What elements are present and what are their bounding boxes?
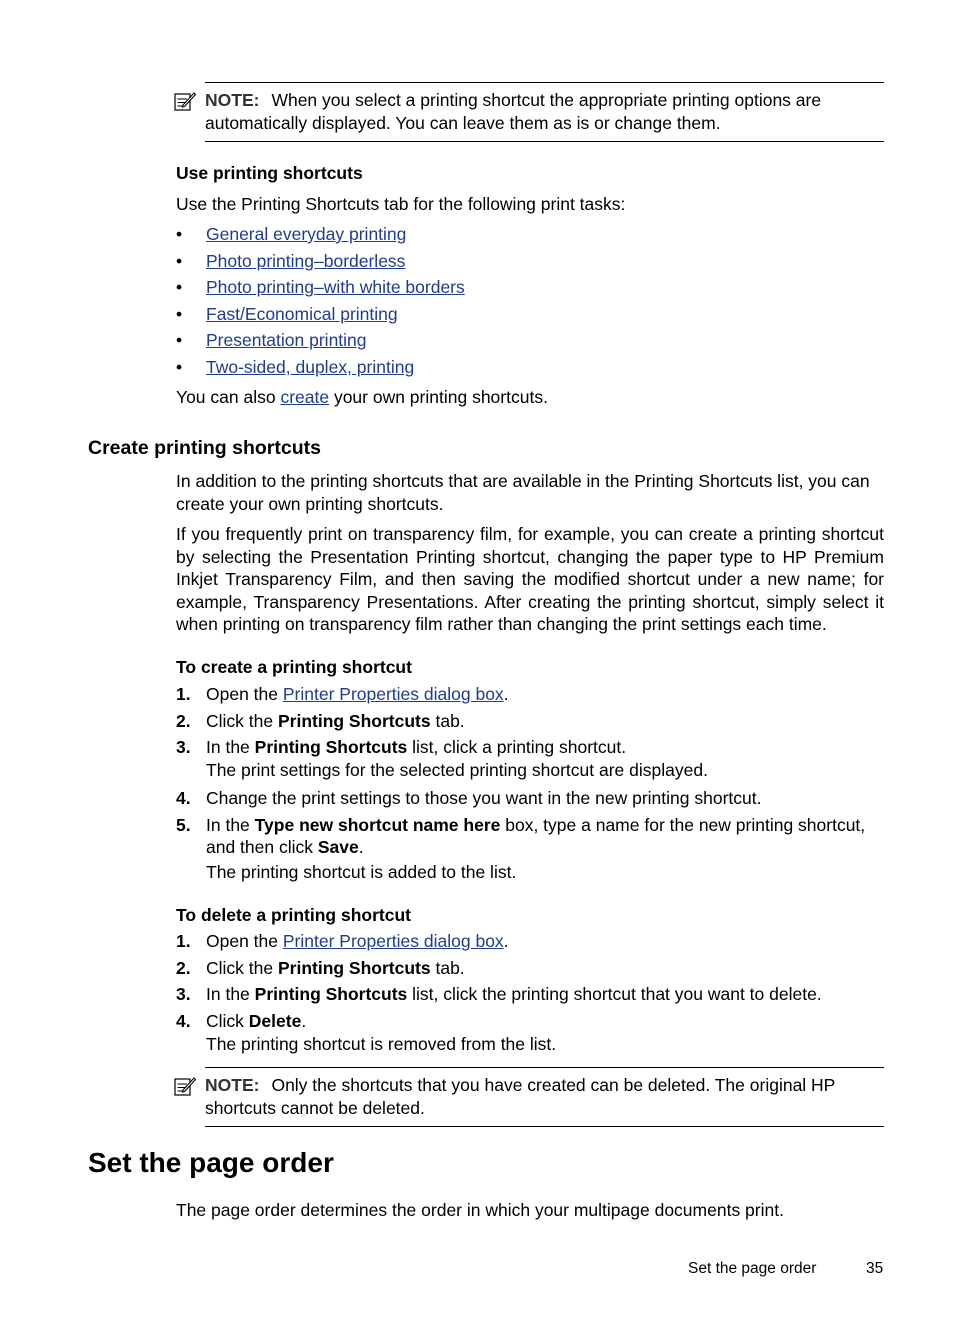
note-label: NOTE: — [205, 90, 260, 110]
bullet: • — [176, 224, 183, 244]
step — [176, 930, 884, 957]
note-icon — [174, 1076, 196, 1096]
ui-term: Save — [317, 837, 359, 858]
step-number: 4. — [176, 788, 191, 809]
ui-term: Printing Shortcuts — [254, 737, 408, 758]
create-steps — [176, 683, 884, 884]
step — [176, 957, 884, 984]
step-text: Open the — [206, 931, 283, 951]
delete-steps — [176, 930, 884, 1056]
link-create[interactable]: create — [280, 387, 330, 407]
step-text: . — [503, 931, 509, 951]
step — [176, 983, 884, 1010]
step-text: . — [301, 1010, 307, 1031]
step-text: box, type a name for the new printing shortcut, and then click — [206, 814, 866, 858]
bullet: • — [176, 303, 183, 324]
link-printer-properties-dialog-box[interactable]: Printer Properties dialog box — [282, 684, 504, 704]
step-text: Click the — [206, 710, 278, 731]
step — [176, 1010, 884, 1056]
list-item — [176, 356, 884, 383]
shortcut-task-list — [176, 223, 884, 383]
create-own-shortcuts-sentence — [176, 386, 884, 409]
ui-term: Printing Shortcuts — [254, 984, 408, 1005]
section-heading-create-shortcuts: Create printing shortcuts — [88, 437, 321, 459]
list-item — [176, 276, 884, 303]
procedure-heading-delete: To delete a printing shortcut — [176, 905, 411, 925]
ui-term: Printing Shortcuts — [277, 957, 431, 978]
link-photo-printing-borderless[interactable]: Photo printing–borderless — [206, 250, 406, 271]
use-shortcuts-intro: Use the Printing Shortcuts tab for the following print tasks: — [176, 194, 626, 214]
step-text: In the — [206, 984, 255, 1005]
ui-term: Printing Shortcuts — [277, 710, 431, 731]
step-text: Click — [206, 1010, 249, 1031]
bullet: • — [176, 356, 183, 377]
step-number: 4. — [176, 1010, 191, 1031]
step-text: Click the — [206, 957, 278, 978]
note-label: NOTE: — [205, 1075, 260, 1095]
note-text-block — [205, 83, 884, 134]
step — [176, 710, 884, 737]
list-item — [176, 329, 884, 356]
note-text: When you select a printing shortcut the appropriate printing options are automatically displayed. You can leave them as is or change them. — [205, 90, 822, 133]
step-number: 2. — [176, 710, 191, 731]
step-text: list, click a printing shortcut. — [407, 737, 627, 758]
step-text: tab. — [430, 957, 465, 978]
sentence-text: You can also — [176, 387, 281, 407]
step — [176, 683, 884, 710]
note-icon — [174, 91, 196, 111]
chapter-heading-page-order: Set the page order — [88, 1147, 334, 1178]
step-number: 3. — [176, 737, 191, 758]
sentence-text: your own printing shortcuts. — [329, 387, 548, 407]
subheading-use-shortcuts: Use printing shortcuts — [176, 163, 363, 183]
step-text: In the — [206, 814, 255, 835]
step-result: The print settings for the selected printing shortcut are displayed. — [206, 759, 708, 780]
note-text: Only the shortcuts that you have created can be deleted. The original HP shortcuts cannot be deleted. — [205, 1075, 836, 1118]
link-printer-properties-dialog-box[interactable]: Printer Properties dialog box — [282, 931, 504, 951]
step-number: 5. — [176, 814, 191, 835]
create-shortcuts-para1: In addition to the printing shortcuts that are available in the Printing Shortcuts list, you can create your own printing shortcuts. — [176, 471, 870, 514]
step-text: . — [503, 684, 509, 704]
note-box — [205, 1067, 884, 1127]
step-result: The printing shortcut is removed from the list. — [206, 1034, 557, 1055]
page-order-text: The page order determines the order in which your multipage documents print. — [176, 1200, 784, 1220]
step-result: The printing shortcut is added to the list. — [206, 861, 517, 882]
note-box — [205, 82, 884, 142]
ui-term: Type new shortcut name here — [254, 814, 501, 835]
step-text: tab. — [430, 710, 465, 731]
step — [176, 736, 884, 787]
step-number: 3. — [176, 984, 191, 1005]
step — [176, 814, 884, 884]
step-text: Open the — [206, 684, 283, 704]
step-number: 1. — [176, 684, 191, 704]
create-shortcuts-para2: If you frequently print on transparency film, for example, you can create a printing shortcut by selecting the Presentation Printing shortcut, changing the paper type to HP Premium Inkjet Transparency Film, and then saving the modified shortcut under a new name; for example, Transparency Presentations. After creating the printing shortcut, simply select it when printing on transparency film rather than changing the print settings each time. — [176, 524, 884, 635]
link-photo-printing-white-borders[interactable]: Photo printing–with white borders — [206, 277, 465, 298]
ui-term: Delete — [248, 1010, 302, 1031]
link-two-sided-duplex-printing[interactable]: Two-sided, duplex, printing — [206, 356, 415, 377]
bullet: • — [176, 330, 183, 351]
step-number: 2. — [176, 957, 191, 978]
list-item — [176, 303, 884, 330]
note-text-block — [205, 1068, 884, 1119]
step-number: 1. — [176, 931, 191, 951]
list-item — [176, 250, 884, 277]
step-text: list, click the printing shortcut that you want to delete. — [407, 984, 822, 1005]
step — [176, 787, 884, 814]
list-item — [176, 223, 884, 250]
step-text: Change the print settings to those you want in the new printing shortcut. — [206, 788, 762, 809]
link-general-everyday-printing[interactable]: General everyday printing — [206, 224, 407, 244]
step-text: In the — [206, 737, 255, 758]
page-number: 35 — [866, 1260, 884, 1277]
step-text: . — [358, 837, 364, 858]
link-fast-economical-printing[interactable]: Fast/Economical printing — [206, 303, 398, 324]
link-presentation-printing[interactable]: Presentation printing — [206, 330, 367, 351]
bullet: • — [176, 277, 183, 298]
bullet: • — [176, 250, 183, 271]
procedure-heading-create: To create a printing shortcut — [176, 657, 412, 677]
footer-section-title: Set the page order — [688, 1260, 817, 1277]
